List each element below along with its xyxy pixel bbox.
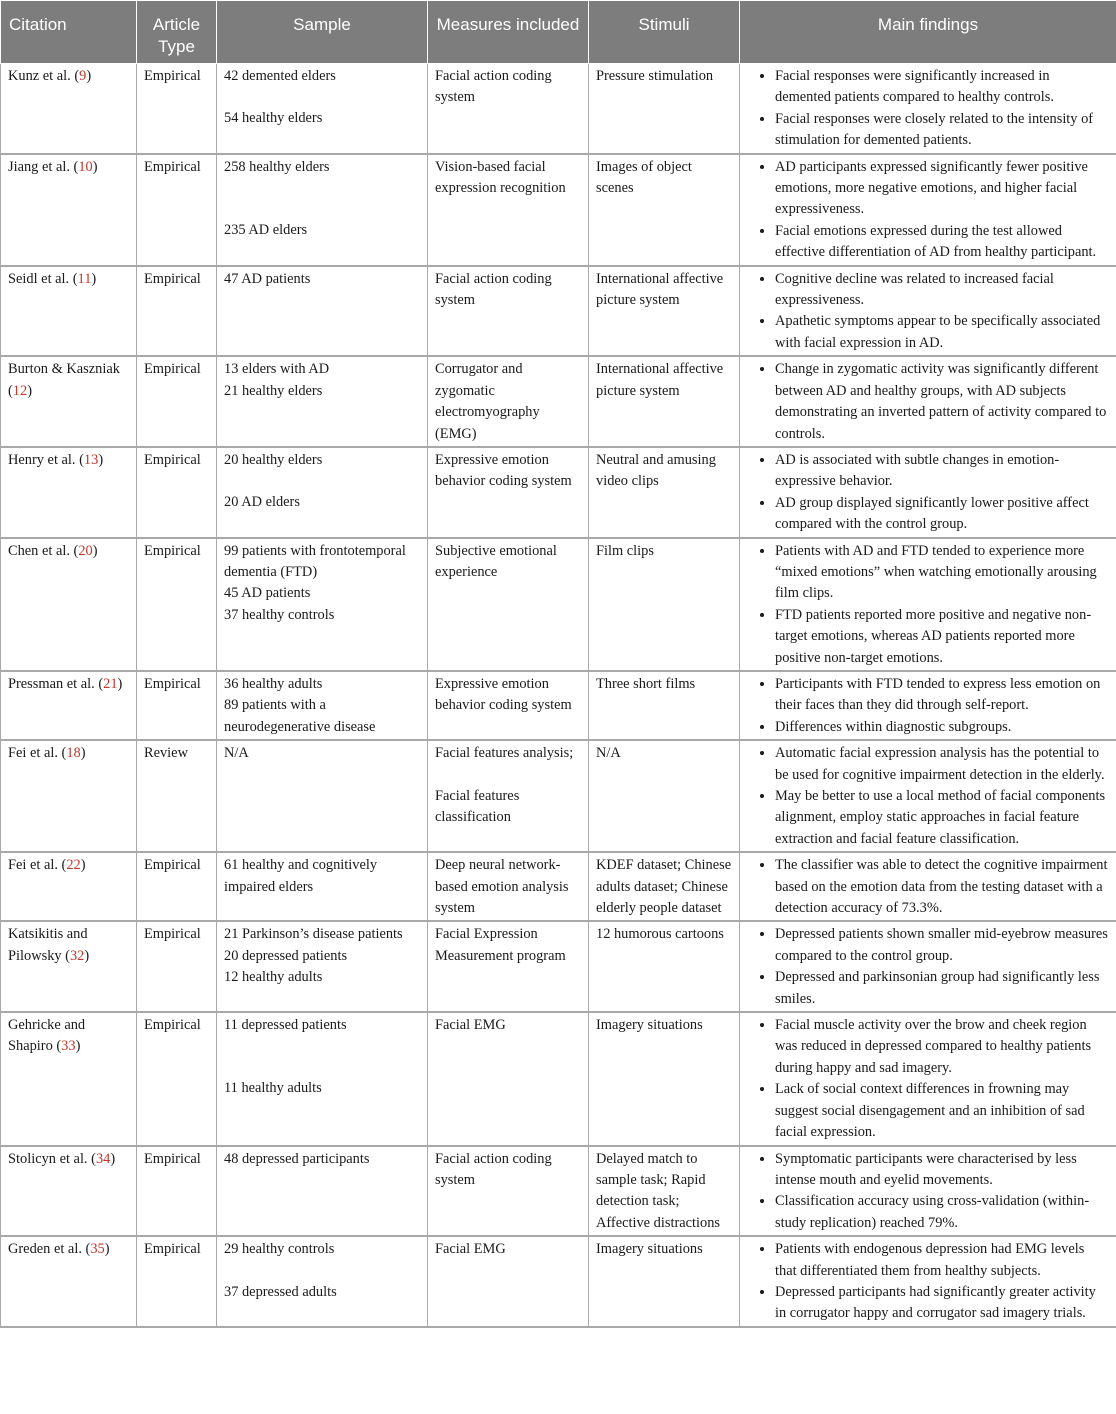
finding-item: • Facial responses were significantly increased in demented patients compared to healthy controls. <box>775 66 1109 109</box>
reference-link[interactable]: 35 <box>90 1241 105 1258</box>
measures-line: Facial EMG <box>435 1017 506 1034</box>
citation-close: ) <box>27 382 32 399</box>
stimuli-cell <box>589 266 740 357</box>
table-body <box>1 64 1116 1327</box>
findings-list <box>747 1015 1109 1143</box>
sample-line: 29 healthy controls <box>224 1241 335 1258</box>
measures-line: Facial features classification <box>435 787 520 825</box>
citation-cell <box>1 740 137 852</box>
citation-close: ) <box>75 1038 81 1055</box>
measures-cell <box>428 1236 589 1327</box>
finding-item: • Depressed patients shown smaller mid-eyebrow measures compared to the control group. <box>775 924 1109 967</box>
stimuli-cell <box>589 356 740 447</box>
findings-list <box>747 450 1109 536</box>
measures-cell <box>428 671 589 740</box>
measures-line: Facial action coding system <box>435 1150 552 1188</box>
citation-text: Gehricke and Shapiro ( <box>8 1017 86 1055</box>
measures-cell <box>428 1146 589 1237</box>
sample-cell <box>217 447 428 538</box>
article-type-cell: Empirical <box>137 852 217 921</box>
measures-cell <box>428 740 589 852</box>
citation-cell <box>1 852 137 921</box>
table-row <box>1 154 1116 266</box>
table-row <box>1 852 1116 921</box>
citation-text: Fei et al. ( <box>8 745 67 762</box>
stimuli-line: International affective picture system <box>596 361 724 399</box>
article-type-cell: Empirical <box>137 447 217 538</box>
citation-cell <box>1 921 137 1012</box>
measures-line: Expressive emotion behavior coding system <box>435 451 572 490</box>
measures-line: Subjective emotional experience <box>435 542 557 580</box>
findings-list <box>747 743 1109 850</box>
stimuli-cell <box>589 1146 740 1237</box>
sample-line: 235 AD elders <box>224 222 308 239</box>
finding-item: • Change in zygomatic activity was significantly different between AD and healthy groups, with AD subjects demonstrating an inverted pattern of activity compared to controls. <box>775 359 1109 445</box>
sample-line: 258 healthy elders <box>224 158 330 175</box>
citation-text: Burton & Kaszniak ( <box>8 361 120 399</box>
finding-item: • Facial responses were closely related to the intensity of stimulation for demented patients. <box>775 109 1109 152</box>
reference-link[interactable]: 20 <box>78 542 93 559</box>
findings-list <box>747 855 1109 919</box>
measures-line: Expressive emotion behavior coding system <box>435 675 572 714</box>
measures-line: Facial EMG <box>435 1241 506 1258</box>
header-row <box>1 1 1116 64</box>
measures-cell <box>428 64 589 154</box>
measures-cell <box>428 921 589 1012</box>
reference-link[interactable]: 18 <box>66 745 81 762</box>
findings-cell <box>740 921 1116 1012</box>
stimuli-cell <box>589 447 740 538</box>
measures-cell <box>428 852 589 921</box>
findings-list <box>747 674 1109 738</box>
stimuli-line: Imagery situations <box>596 1017 703 1034</box>
sample-line <box>224 87 420 108</box>
citation-cell <box>1 356 137 447</box>
citation-text: Seidl et al. ( <box>8 270 78 287</box>
citation-cell <box>1 447 137 538</box>
reference-link[interactable]: 9 <box>79 68 87 84</box>
finding-item: • Differences within diagnostic subgroups. <box>775 717 1109 738</box>
citation-text: Greden et al. ( <box>8 1241 91 1258</box>
finding-item: • AD is associated with subtle changes in emotion-expressive behavior. <box>775 450 1109 493</box>
findings-list <box>747 157 1109 264</box>
citation-text: Jiang et al. ( <box>8 158 79 175</box>
findings-cell <box>740 154 1116 266</box>
sample-cell <box>217 538 428 671</box>
table-row <box>1 921 1116 1012</box>
sample-cell <box>217 852 428 921</box>
finding-item: • Patients with AD and FTD tended to experience more “mixed emotions” when watching emotionally arousing film clips. <box>775 541 1109 605</box>
reference-link[interactable]: 10 <box>78 158 93 175</box>
measures-cell <box>428 356 589 447</box>
sample-line: 99 patients with frontotemporal dementia (FTD) <box>224 542 406 580</box>
citation-close: ) <box>110 1150 116 1167</box>
citation-cell <box>1 1146 137 1237</box>
reference-link[interactable]: 33 <box>61 1038 76 1055</box>
sample-line: 13 elders with AD <box>224 361 330 378</box>
sample-line <box>224 178 420 199</box>
article-type-cell: Empirical <box>137 1236 217 1327</box>
findings-cell <box>740 64 1116 154</box>
finding-item: • Lack of social context differences in frowning may suggest social disengagement and an inhibition of sad facial expression. <box>775 1079 1109 1143</box>
sample-line: 21 healthy elders <box>224 382 323 399</box>
reference-link[interactable]: 12 <box>12 382 28 399</box>
citation-close: ) <box>91 270 97 287</box>
stimuli-cell <box>589 538 740 671</box>
table-row <box>1 1236 1116 1327</box>
sample-line: 45 AD patients <box>224 585 311 602</box>
stimuli-cell <box>589 1012 740 1145</box>
stimuli-cell <box>589 921 740 1012</box>
citation-text: Pressman et al. ( <box>8 675 104 692</box>
citation-close: ) <box>117 675 123 692</box>
citation-text: Kunz et al. ( <box>8 68 80 84</box>
findings-cell <box>740 356 1116 447</box>
finding-item: • Facial emotions expressed during the test allowed effective differentiation of AD from healthy participant. <box>775 221 1109 264</box>
article-type-cell: Empirical <box>137 671 217 740</box>
stimuli-line: Imagery situations <box>596 1241 703 1258</box>
sample-cell <box>217 921 428 1012</box>
measures-cell <box>428 1012 589 1145</box>
header-stimuli: Stimuli <box>589 1 740 64</box>
findings-cell <box>740 1236 1116 1327</box>
finding-item: • Depressed and parkinsonian group had significantly less smiles. <box>775 967 1109 1010</box>
findings-cell <box>740 1012 1116 1145</box>
sample-line <box>224 1261 420 1282</box>
measures-line: Corrugator and zygomatic electromyography (EMG) <box>435 361 540 442</box>
sample-line: 54 healthy elders <box>224 110 323 127</box>
sample-cell <box>217 1236 428 1327</box>
findings-list <box>747 1149 1109 1235</box>
findings-cell <box>740 538 1116 671</box>
finding-item: • Automatic facial expression analysis has the potential to be used for cognitive impairment detection in the elderly. <box>775 743 1109 786</box>
reference-link[interactable]: 22 <box>66 857 81 874</box>
sample-line: 89 patients with a neurodegenerative disease <box>224 697 376 735</box>
sample-line: 48 depressed participants <box>224 1150 370 1167</box>
stimuli-cell <box>589 154 740 266</box>
findings-list <box>747 66 1109 152</box>
table-row <box>1 538 1116 671</box>
measures-line <box>435 765 581 786</box>
article-type-cell: Empirical <box>137 921 217 1012</box>
measures-cell <box>428 154 589 266</box>
citation-close: ) <box>98 451 104 468</box>
citation-close: ) <box>92 158 98 175</box>
article-type-cell: Empirical <box>137 538 217 671</box>
stimuli-cell <box>589 1236 740 1327</box>
sample-line: 20 depressed patients <box>224 947 348 964</box>
citation-text: Stolicyn et al. ( <box>8 1150 96 1167</box>
stimuli-line: KDEF dataset; Chinese adults dataset; Chinese elderly people dataset <box>596 857 732 917</box>
measures-line: Deep neural network-based emotion analysis system <box>435 857 569 917</box>
findings-cell <box>740 671 1116 740</box>
sample-cell <box>217 266 428 357</box>
header-article-type: Article Type <box>137 1 217 64</box>
citation-close: ) <box>92 542 98 559</box>
header-measures: Measures included <box>428 1 589 64</box>
table-row <box>1 1012 1116 1145</box>
sample-line <box>224 1036 420 1057</box>
citation-close: ) <box>80 857 86 874</box>
citation-cell <box>1 671 137 740</box>
finding-item: • The classifier was able to detect the cognitive impairment based on the emotion data from the testing dataset with a detection accuracy of 73.3%. <box>775 855 1109 919</box>
citation-cell <box>1 64 137 154</box>
sample-line <box>224 1057 420 1078</box>
findings-list <box>747 359 1109 445</box>
reference-link[interactable]: 34 <box>95 1150 111 1167</box>
findings-list <box>747 269 1109 355</box>
stimuli-cell <box>589 852 740 921</box>
table-row <box>1 671 1116 740</box>
table-row <box>1 64 1116 154</box>
sample-line: N/A <box>224 745 249 762</box>
article-type-cell: Empirical <box>137 1012 217 1145</box>
measures-line: Facial action coding system <box>435 68 552 106</box>
sample-line: 21 Parkinson’s disease patients <box>224 926 403 943</box>
sample-line: 42 demented elders <box>224 68 336 84</box>
citation-text: Fei et al. ( <box>8 857 67 874</box>
sample-cell <box>217 1012 428 1145</box>
findings-cell <box>740 447 1116 538</box>
measures-cell <box>428 538 589 671</box>
stimuli-line: Delayed match to sample task; Rapid detection task; Affective distractions <box>596 1150 721 1231</box>
citation-text: Chen et al. ( <box>8 542 79 559</box>
finding-item: • Cognitive decline was related to increased facial expressiveness. <box>775 269 1109 312</box>
citation-text: Henry et al. ( <box>8 451 84 468</box>
sample-cell <box>217 154 428 266</box>
reference-link[interactable]: 13 <box>83 451 99 468</box>
table-row <box>1 1146 1116 1237</box>
reference-link[interactable]: 21 <box>103 675 118 692</box>
citation-cell <box>1 154 137 266</box>
finding-item: • Classification accuracy using cross-validation (within-study replication) reached 79%. <box>775 1191 1109 1234</box>
sample-line: 11 healthy adults <box>224 1080 322 1097</box>
findings-cell <box>740 266 1116 357</box>
findings-cell <box>740 740 1116 852</box>
finding-item: • AD group displayed significantly lower positive affect compared with the control group. <box>775 493 1109 536</box>
header-sample: Sample <box>217 1 428 64</box>
citation-close: ) <box>86 68 92 84</box>
measures-line: Facial action coding system <box>435 270 552 309</box>
table-row <box>1 356 1116 447</box>
reference-link[interactable]: 32 <box>69 947 85 964</box>
measures-line: Facial features analysis; <box>435 745 574 762</box>
measures-cell <box>428 266 589 357</box>
stimuli-line: Three short films <box>596 675 696 692</box>
sample-line: 36 healthy adults <box>224 675 323 692</box>
sample-line: 11 depressed patients <box>224 1017 347 1034</box>
finding-item: • Depressed participants had significantly greater activity in corrugator happy and corrugator sad imagery trials. <box>775 1282 1109 1325</box>
sample-cell <box>217 1146 428 1237</box>
header-findings: Main findings <box>740 1 1116 64</box>
citation-close: ) <box>80 745 86 762</box>
citation-cell <box>1 1012 137 1145</box>
sample-line <box>224 199 420 220</box>
sample-line: 12 healthy adults <box>224 969 323 986</box>
measures-line: Facial Expression Measurement program <box>435 926 566 964</box>
table-row <box>1 740 1116 852</box>
findings-cell <box>740 852 1116 921</box>
article-type-cell: Empirical <box>137 1146 217 1237</box>
citation-cell <box>1 266 137 357</box>
citation-close: ) <box>84 947 90 964</box>
article-type-cell: Empirical <box>137 356 217 447</box>
stimuli-cell <box>589 64 740 154</box>
findings-list <box>747 1239 1109 1325</box>
finding-item: • Participants with FTD tended to express less emotion on their faces than they did through self-report. <box>775 674 1109 717</box>
stimuli-line: N/A <box>596 745 621 762</box>
citation-close: ) <box>104 1241 110 1258</box>
sample-cell <box>217 64 428 154</box>
sample-cell <box>217 671 428 740</box>
citation-cell <box>1 1236 137 1327</box>
findings-list <box>747 924 1109 1010</box>
article-type-cell: Empirical <box>137 266 217 357</box>
stimuli-cell <box>589 671 740 740</box>
sample-line: 20 healthy elders <box>224 451 323 468</box>
citation-cell <box>1 538 137 671</box>
sample-line: 61 healthy and cognitively impaired elders <box>224 857 378 895</box>
findings-list <box>747 541 1109 669</box>
measures-line: Vision-based facial expression recognition <box>435 158 566 197</box>
findings-cell <box>740 1146 1116 1237</box>
stimuli-line: Images of object scenes <box>596 158 692 197</box>
finding-item: • Apathetic symptoms appear to be specifically associated with facial expression in AD. <box>775 311 1109 354</box>
article-type-cell: Empirical <box>137 64 217 154</box>
finding-item: • Symptomatic participants were characterised by less intense mouth and eyelid movements. <box>775 1149 1109 1192</box>
stimuli-line: Neutral and amusing video clips <box>596 451 716 490</box>
sample-line: 47 AD patients <box>224 270 311 287</box>
finding-item: • FTD patients reported more positive and negative non-target emotions, whereas AD patients reported more positive non-target emotions. <box>775 605 1109 669</box>
stimuli-line: 12 humorous cartoons <box>596 926 724 943</box>
finding-item: • May be better to use a local method of facial components alignment, employ static approaches in facial feature extraction and facial feature classification. <box>775 786 1109 850</box>
sample-line: 20 AD elders <box>224 494 300 511</box>
measures-cell <box>428 447 589 538</box>
table-row <box>1 447 1116 538</box>
reference-link[interactable]: 11 <box>77 270 92 287</box>
sample-line: 37 depressed adults <box>224 1283 337 1300</box>
header-citation: Citation <box>1 1 137 64</box>
stimuli-line: Film clips <box>596 542 654 559</box>
article-type-cell: Empirical <box>137 154 217 266</box>
sample-cell <box>217 356 428 447</box>
finding-item: • AD participants expressed significantly fewer positive emotions, more negative emotions, and higher facial expressiveness. <box>775 157 1109 221</box>
citation-text: Katsikitis and Pilowsky ( <box>8 926 88 964</box>
stimuli-line: International affective picture system <box>596 270 724 309</box>
stimuli-line: Pressure stimulation <box>596 68 714 84</box>
sample-line: 37 healthy controls <box>224 606 335 623</box>
sample-cell <box>217 740 428 852</box>
finding-item: • Facial muscle activity over the brow and cheek region was reduced in depressed compared to healthy patients during happy and sad imagery. <box>775 1015 1109 1079</box>
article-type-cell: Review <box>137 740 217 852</box>
sample-line <box>224 471 420 492</box>
stimuli-cell <box>589 740 740 852</box>
table-row <box>1 266 1116 357</box>
finding-item: • Patients with endogenous depression had EMG levels that differentiated them from healthy subjects. <box>775 1239 1109 1282</box>
